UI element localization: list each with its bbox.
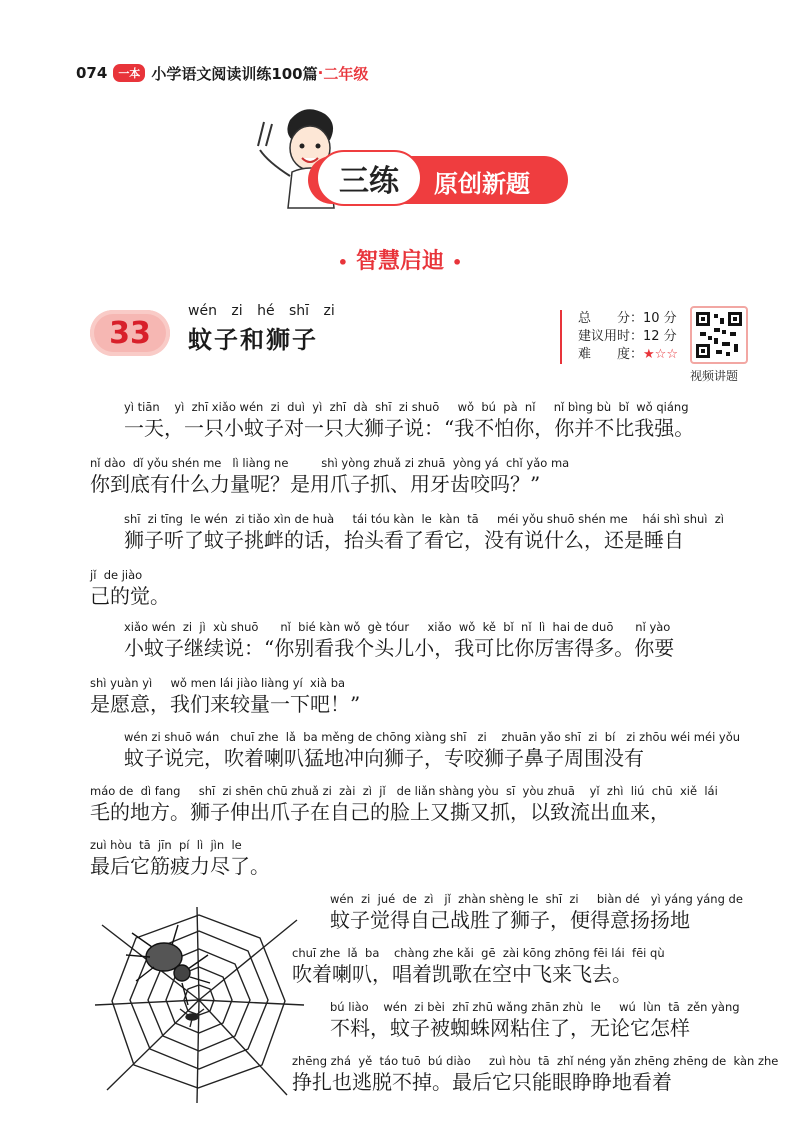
grade-separator: · [317, 64, 324, 82]
qr-label: 视频讲题 [690, 369, 739, 383]
hanzi-line: 吹着喇叭，唱着凯歌在空中飞来飞去。 [292, 962, 632, 986]
pinyin-line: shī zi tīng le wén zi tiǎo xìn de huà tái tóu kàn le kàn tā méi yǒu shuō shén me hái shì shuì zì [124, 512, 725, 526]
hanzi-line: 你到底有什么力量呢？是用爪子抓、用牙齿咬吗？” [90, 472, 541, 496]
difficulty-label: 难 度： [578, 347, 644, 362]
hanzi-line: 不料，蚊子被蜘蛛网粘住了，无论它怎样 [330, 1016, 690, 1040]
text-line [124, 400, 694, 441]
trapped-mosquito [180, 1009, 204, 1027]
pinyin-line: bú liào wén zi bèi zhī zhū wǎng zhān zhù le wú lùn tā zěn yàng [330, 1000, 740, 1014]
hanzi-line: 一天，一只小蚊子对一只大狮子说：“我不怕你，你并不比我强。 [124, 416, 695, 440]
qr-code[interactable] [690, 306, 748, 364]
pinyin-line: máo de dì fang shī zi shēn chū zhuǎ zi zài zì jǐ de liǎn shàng yòu sī yòu zhuā yǐ zhì liú chū xiě lái [90, 784, 718, 798]
hanzi-line: 蚊子觉得自己战胜了狮子，便得意扬扬地 [330, 908, 690, 932]
section-title-text: 智慧启迪 [355, 249, 444, 274]
pinyin-line: jǐ de jiào [90, 568, 143, 582]
grade-label: 二年级 [323, 64, 369, 83]
total-score: 总 分：10 分 [578, 311, 677, 326]
suggested-time: 建议用时：12 分 [578, 329, 677, 344]
text-line [124, 730, 740, 771]
pinyin-line: nǐ dào dǐ yǒu shén me lì liàng ne shì yòng zhuǎ zi zhuā yòng yá chǐ yǎo ma [90, 456, 570, 470]
hanzi-line: 蚊子说完，吹着喇叭猛地冲向狮子，专咬狮子鼻子周围没有 [124, 746, 644, 770]
hanzi-line: 挣扎也逃脱不掉。最后它只能眼睁睁地看着 [292, 1070, 672, 1094]
pinyin-line: xiǎo wén zi jì xù shuō nǐ bié kàn wǒ gè tóur xiǎo wǒ kě bǐ nǐ lì hai de duō nǐ yào [124, 620, 671, 634]
pinyin-line: wén zi jué de zì jǐ zhàn shèng le shī zi biàn dé yì yáng yáng de [330, 892, 743, 906]
text-line [124, 512, 724, 553]
text-line [124, 620, 674, 661]
hanzi-line: 小蚊子继续说：“你别看我个头儿小，我可比你厉害得多。你要 [124, 636, 675, 660]
lesson-number-badge: 33 [90, 310, 170, 356]
text-line [90, 676, 360, 717]
text-line [90, 456, 569, 497]
banner-tag: 原创新题 [434, 170, 530, 198]
pinyin-line: zhēng zhá yě táo tuō bú diào zuì hòu tā zhǐ néng yǎn zhēng zhēng de kàn zhe [292, 1054, 779, 1068]
practice-label: 三练 [316, 150, 422, 206]
lesson-title: 蚊子和狮子 [188, 326, 318, 354]
hanzi-line: 狮子听了蚊子挑衅的话，抬头看了看它，没有说什么，还是睡自 [124, 528, 684, 552]
pinyin-line: chuī zhe lǎ ba chàng zhe kǎi gē zài kōng zhōng fēi lái fēi qù [292, 946, 665, 960]
text-line [330, 892, 743, 933]
pinyin-line: zuì hòu tā jīn pí lì jìn le [90, 838, 242, 852]
running-header [76, 62, 368, 84]
difficulty-stars: ★☆☆ [643, 347, 678, 362]
spider-web-illustration [92, 905, 307, 1105]
pinyin-line: shì yuàn yì wǒ men lái jiào liàng yí xià ba [90, 676, 346, 690]
lesson-title-pinyin: wén zi hé shī zi [188, 303, 335, 319]
pinyin-line: yì tiān yì zhī xiǎo wén zi duì yì zhī dà shī zi shuō wǒ bú pà nǐ nǐ bìng bù bǐ wǒ qiáng [124, 400, 689, 414]
text-line [292, 946, 665, 987]
hanzi-line: 毛的地方。狮子伸出爪子在自己的脸上又撕又抓，以致流出血来， [90, 800, 670, 824]
section-dot-left: • [337, 252, 348, 272]
pinyin-line: wén zi shuō wán chuī zhe lǎ ba měng de chōng xiàng shī zi zhuān yǎo shī zi bí zi zhōu wéi méi yǒu [124, 730, 741, 744]
practice-banner [308, 150, 568, 206]
hanzi-line: 最后它筋疲力尽了。 [90, 854, 270, 878]
text-line [90, 838, 270, 879]
section-title [0, 244, 800, 275]
hanzi-line: 己的觉。 [90, 584, 170, 608]
text-line [90, 784, 718, 825]
text-line [292, 1054, 778, 1095]
section-dot-right: • [452, 252, 463, 272]
hanzi-line: 是愿意，我们来较量一下吧！” [90, 692, 361, 716]
text-line [330, 1000, 740, 1041]
publisher-logo: 一本 [113, 64, 145, 82]
lesson-info-box [560, 310, 678, 364]
book-title: 小学语文阅读训练100篇 [151, 64, 318, 83]
web-radials [95, 907, 304, 1103]
text-line [90, 568, 170, 609]
difficulty [578, 346, 678, 364]
page-number: 074 [76, 64, 108, 82]
